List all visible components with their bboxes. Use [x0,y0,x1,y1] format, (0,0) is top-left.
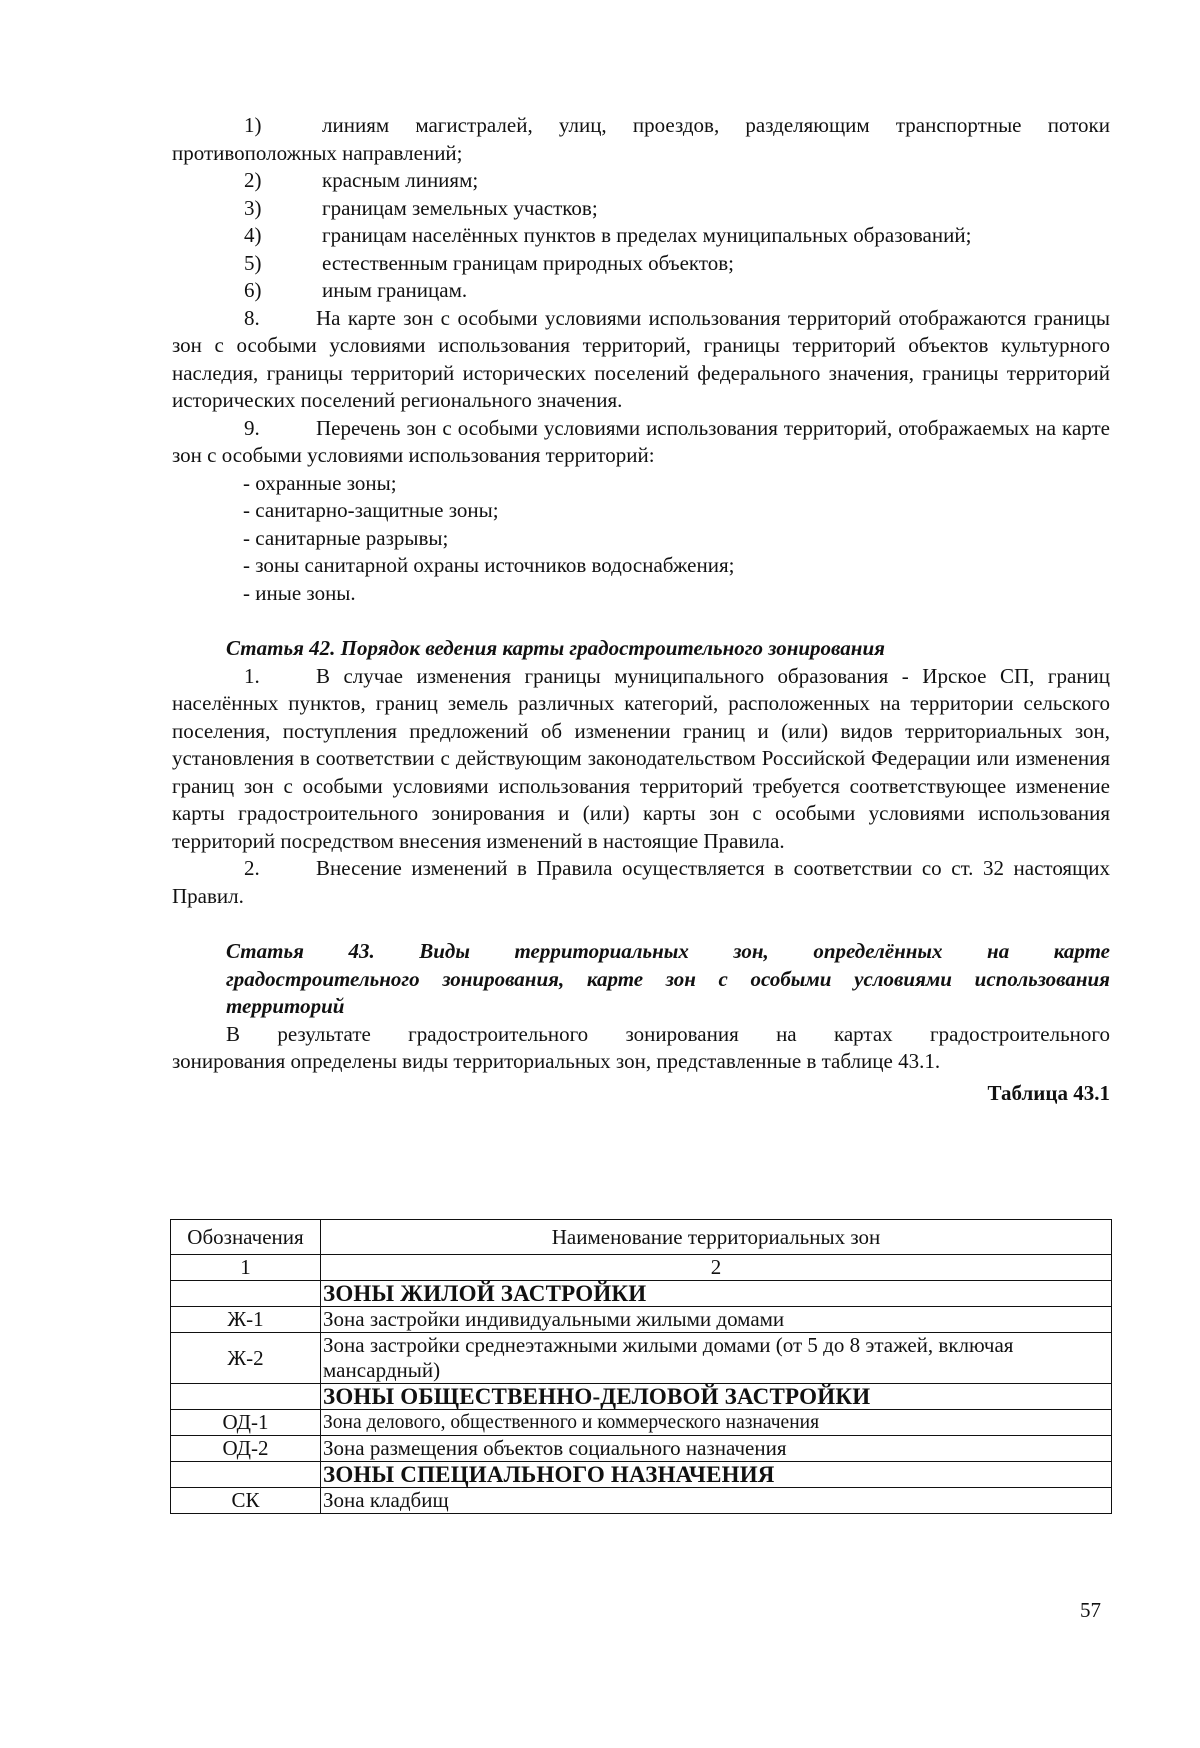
table-cell-code [171,1281,321,1307]
spacer [172,910,1110,938]
list-item: 2) красным линиям; [244,168,479,192]
table-cell-name: ЗОНЫ ЖИЛОЙ ЗАСТРОЙКИ [321,1281,1112,1307]
table-header-cell: Наименование территориальных зон [321,1220,1112,1255]
article-43-paragraph-line2: зонирования определены виды территориальных зон, представленные в таблице 43.1. [172,1049,941,1073]
page-number: 57 [1080,1598,1101,1622]
table-row [171,1333,1112,1384]
dash-item: - охранные зоны; [243,470,397,495]
table-caption: Таблица 43.1 [987,1080,1110,1105]
table-row [171,1384,1112,1410]
table-cell-code: ОД-2 [171,1436,321,1462]
list-item: 6) иным границам. [244,278,468,302]
table-cell-code [171,1384,321,1410]
article-43-heading-line2: градостроительного зонирования, карте зон с особыми условиями использования [226,966,1110,991]
table-cell-code: Ж-2 [171,1333,321,1384]
dash-item: - санитарные разрывы; [243,525,449,550]
table-cell: 2 [321,1255,1112,1281]
paragraph-8: 8. На карте зон с особыми условиями использования территорий отображаются границы зон с особыми условиями использования территорий, границы территорий объектов культурного наследия, границы территорий исторических поселений федерального значения, границы территорий исторических поселений регионального значения. [172,305,1110,412]
table-cell-code: СК [171,1488,321,1514]
dash-item: - иные зоны. [243,580,356,605]
document-page [172,112,1110,1107]
table-cell: 1 [171,1255,321,1281]
table-row [171,1488,1112,1514]
table-cell-name: ЗОНЫ СПЕЦИАЛЬНОГО НАЗНАЧЕНИЯ [321,1462,1112,1488]
article-43-heading-line1: Статья 43. Виды территориальных зон, определённых на карте [226,939,1110,963]
table-row [171,1462,1112,1488]
spacer [172,607,1110,635]
table-number-row [171,1255,1112,1281]
table-cell-name: Зона размещения объектов социального назначения [321,1436,1112,1462]
table-row [171,1307,1112,1333]
paragraph-9: 9. Перечень зон с особыми условиями использования территорий, отображаемых на карте зон с особыми условиями использования территорий: [172,415,1110,467]
list-item: 5) естественным границам природных объектов; [244,250,735,275]
article-42-heading: Статья 42. Порядок ведения карты градостроительного зонирования [226,636,885,660]
list-item: 4) границам населённых пунктов в пределах муниципальных образований; [244,223,972,247]
dash-item: - санитарно-защитные зоны; [243,498,499,522]
table-cell-name: Зона застройки среднеэтажными жилыми домами (от 5 до 8 этажей, включая мансардный) [321,1333,1112,1384]
list-item: 1) линиям магистралей, улиц, проездов, разделяющим транспортные потоки [244,113,1110,137]
table-row [171,1281,1112,1307]
table-row [171,1410,1112,1436]
table-cell-code: ОД-1 [171,1410,321,1436]
table-header-row [171,1220,1112,1255]
zones-table [170,1219,1112,1514]
list-item-continuation: противоположных направлений; [172,140,463,165]
table-cell-name: Зона застройки индивидуальными жилыми домами [321,1307,1112,1333]
table-cell-name: Зона делового, общественного и коммерческого назначения [321,1410,1112,1436]
table-row [171,1436,1112,1462]
article-43-heading-line3: территорий [226,994,345,1018]
dash-item: - зоны санитарной охраны источников водоснабжения; [243,553,735,577]
list-item: 3) границам земельных участков; [244,195,598,220]
article-42-paragraph-1: 1. В случае изменения границы муниципального образования - Ирское СП, границ населённых пунктов, границ земель различных категорий, расположенных на территории сельского поселения, поступления предложений об изменении границ и (или) видов территориальных зон, установления в соответствии с действующим законодательством Российской Федерации или изменения границ зон с особыми условиями использования территорий требуется соответствующее изменение карты градостроительного зонирования и (или) карты зон с особыми условиями использования территорий посредством внесения изменений в настоящие Правила. [172,663,1110,853]
table-cell-code: Ж-1 [171,1307,321,1333]
article-43-paragraph-line1: В результате градостроительного зонирования на картах градостроительного [226,1021,1110,1046]
table-cell-name: ЗОНЫ ОБЩЕСТВЕННО-ДЕЛОВОЙ ЗАСТРОЙКИ [321,1384,1112,1410]
table-cell-name: Зона кладбищ [321,1488,1112,1514]
article-42-paragraph-2: 2. Внесение изменений в Правила осуществляется в соответствии со ст. 32 настоящих Правил. [172,856,1110,908]
table-header-cell: Обозначения [171,1220,321,1255]
table-cell-code [171,1462,321,1488]
